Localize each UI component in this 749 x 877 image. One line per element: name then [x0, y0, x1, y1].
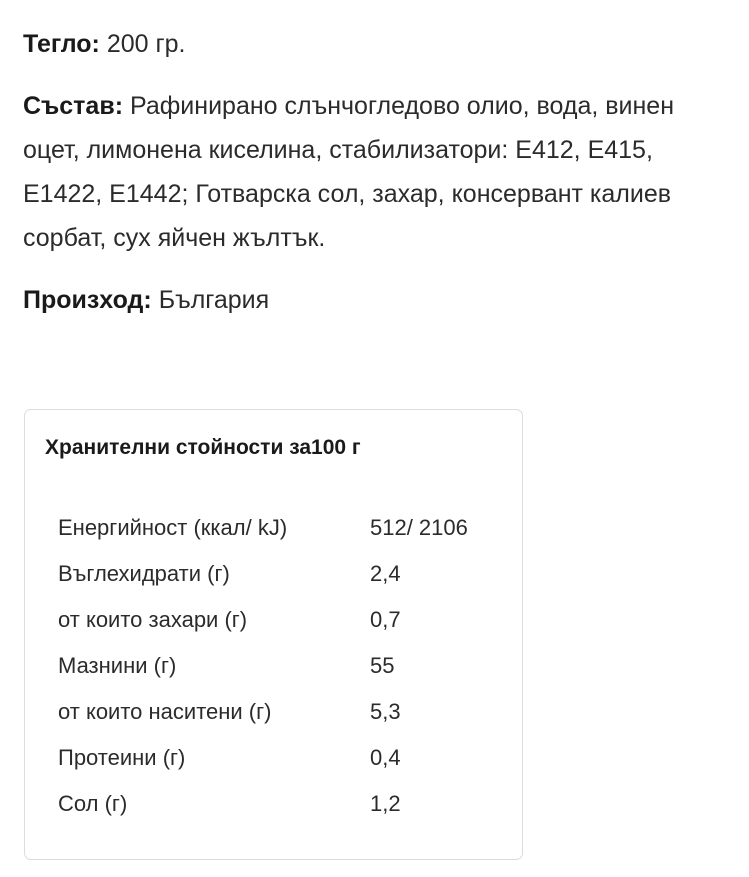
ingredients-line [23, 84, 723, 260]
table-row [58, 781, 510, 827]
nutrient-name: Протеини (г) [58, 745, 186, 770]
nutrient-value: 1,2 [370, 791, 401, 816]
nutrient-value: 2,4 [370, 561, 401, 586]
table-row [58, 735, 510, 781]
nutrient-value: 5,3 [370, 699, 401, 724]
weight-value: 200 гр. [106, 30, 186, 58]
table-row [58, 597, 510, 643]
table-row [58, 643, 510, 689]
nutrition-title: Хранителни стойности за100 г [45, 436, 361, 459]
nutrient-value: 512/ 2106 [370, 515, 468, 540]
nutrient-value: 0,7 [370, 607, 401, 632]
product-details [23, 22, 723, 340]
nutrition-card [24, 409, 523, 860]
table-row [58, 689, 510, 735]
nutrient-name: Сол (г) [58, 791, 128, 816]
ingredients-value: Рафинирано слънчогледово олио, вода, винен оцет, лимонена киселина, стабилизатори: Е412, Е415, Е1422, Е1442; Готварска сол, захар, консервант калиев сорбат, сух яйчен жълтък. [23, 92, 675, 252]
nutrition-table [58, 505, 510, 827]
table-row [58, 505, 510, 551]
nutrient-value: 55 [370, 653, 395, 678]
nutrient-value: 0,4 [370, 745, 401, 770]
nutrient-name: Енергийност (ккал/ kJ) [58, 515, 288, 540]
nutrient-name: от които наситени (г) [58, 699, 272, 724]
table-row [58, 551, 510, 597]
origin-label: Произход: [23, 286, 152, 314]
origin-line [23, 278, 723, 322]
ingredients-label: Състав: [23, 92, 124, 120]
origin-value: България [158, 286, 270, 314]
nutrient-name: Въглехидрати (г) [58, 561, 230, 586]
nutrient-name: от които захари (г) [58, 607, 248, 632]
nutrient-name: Мазнини (г) [58, 653, 177, 678]
weight-line [23, 22, 723, 66]
weight-label: Тегло: [23, 30, 100, 58]
